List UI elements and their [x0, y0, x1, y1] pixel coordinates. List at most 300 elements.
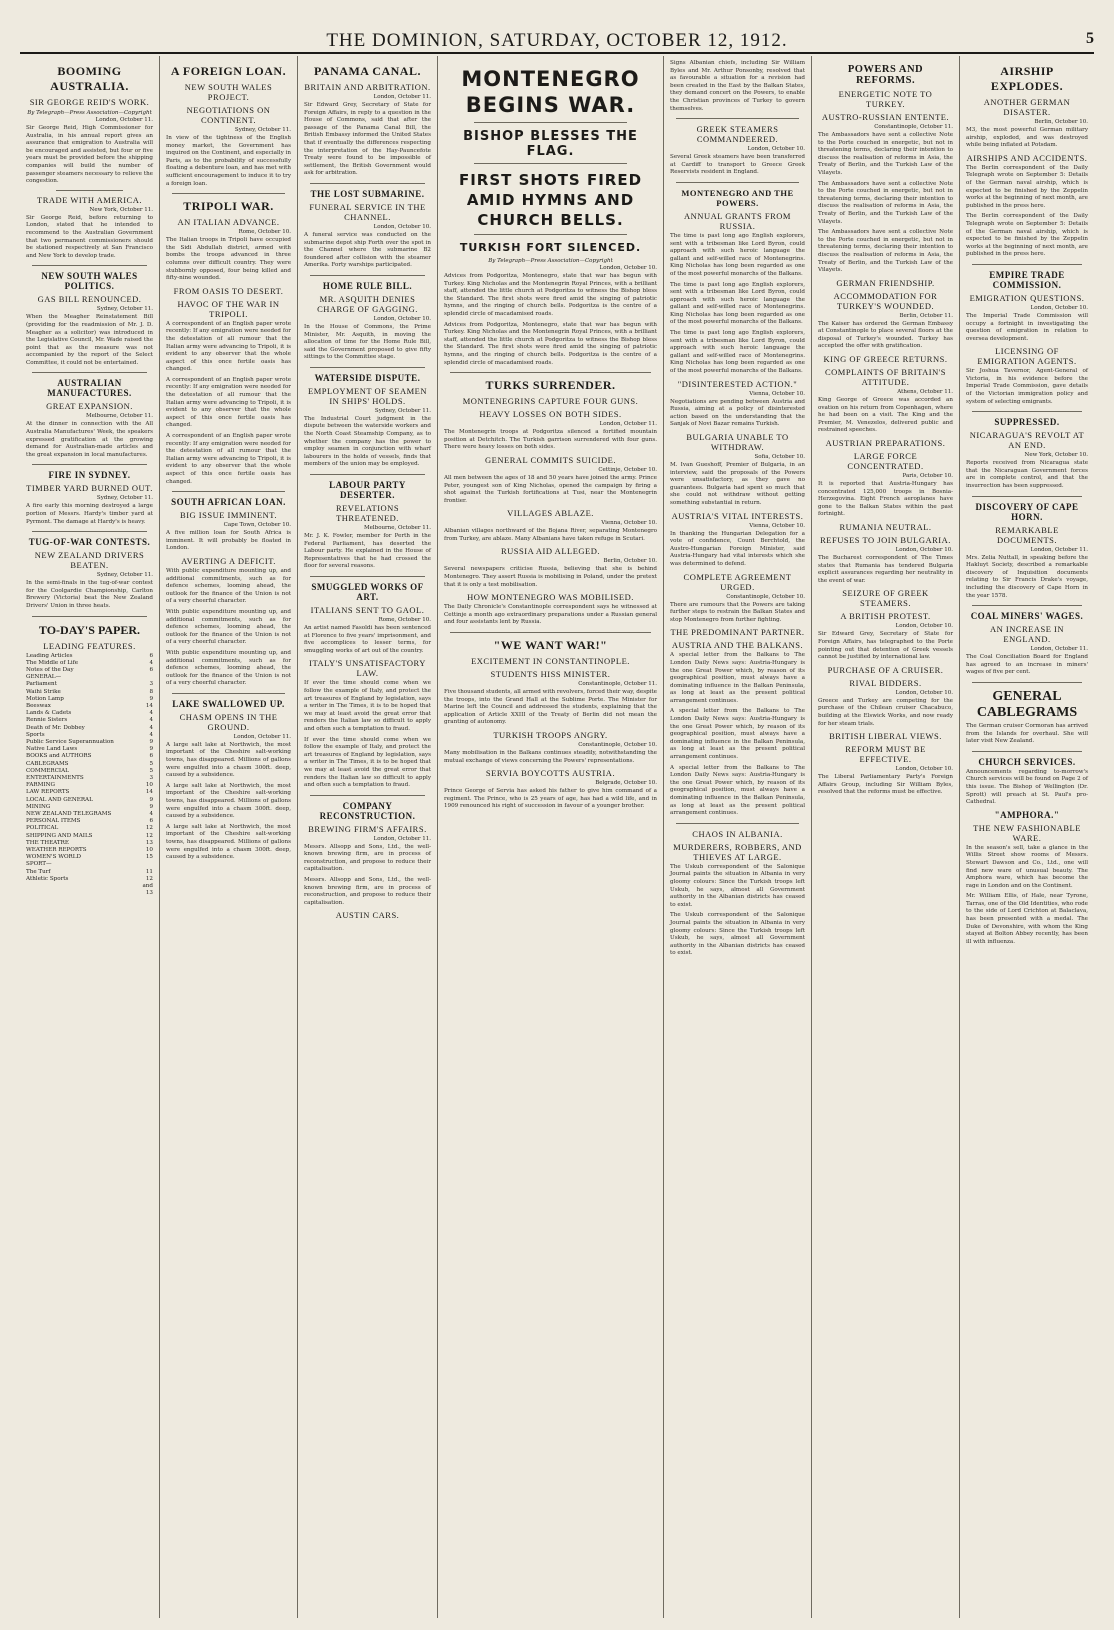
toc-page: 6: [149, 652, 153, 659]
subheadline: TURKISH TROOPS ANGRY.: [493, 730, 608, 740]
dateline: Paris, October 10.: [902, 473, 953, 480]
subheadline: BRITAIN AND ARBITRATION.: [304, 82, 431, 92]
subheadline: RUMANIA NEUTRAL.: [839, 522, 932, 532]
toc-row: [26, 653, 153, 660]
dateline: London, October 10.: [895, 766, 953, 773]
subheadline: AUSTIN CARS.: [335, 910, 400, 921]
article-body: Mr. J. K. Fowler, member for Perth in the Federal Parliament, has deserted the Labour party. He explained in the House of Representatives that he had crossed the floor for several reasons.: [304, 533, 431, 570]
toc-page: 5: [149, 767, 153, 774]
subheadline: ACCOMMODATION FOR TURKEY'S WOUNDED.: [833, 290, 938, 311]
divider: [32, 265, 147, 266]
article-body: Reports received from Nicaragua state that the Nicaraguan Government forces are in complete control, and that the insurrection has been suppressed.: [966, 460, 1088, 490]
article-body: With public expenditure mounting up, and additional commitments, such as for defence schemes, looming ahead, the outlook for the finance of the Union is not of a very cheerful character.: [166, 649, 291, 687]
dateline: Sofia, October 10.: [754, 454, 805, 460]
headline: SUPPRESSED.: [994, 417, 1060, 428]
toc-label: SHIPPING AND MAILS: [26, 832, 93, 839]
divider: [676, 182, 799, 183]
dateline: London, October 10.: [373, 223, 431, 230]
headline: TRADE WITH AMERICA.: [37, 194, 142, 205]
toc-row: [26, 840, 153, 847]
article-body: At the dinner in connection with the All Australia Manufactures' Week, the speakers expressed gratification at the growing demand for Australian-made articles and the great expansion in local manufactures.: [26, 421, 153, 458]
dateline: Belgrade, October 10.: [595, 780, 657, 787]
dateline: London, October 11.: [1030, 646, 1088, 653]
article-body: The Liberal Parliamentary Party's Foreign Affairs Group, including Sir William Byles, resolved that the reforms must be effective.: [818, 774, 953, 796]
toc-page: 5: [149, 760, 153, 767]
subheadline: FROM OASIS TO DESERT.: [173, 285, 284, 296]
toc-page: 6: [149, 753, 153, 760]
toc-page: 10: [145, 847, 153, 854]
dateline: London, October 11.: [599, 421, 657, 428]
dateline: London, October 10.: [373, 315, 431, 322]
dateline: Melbourne, October 11.: [364, 525, 431, 532]
toc-page: 15: [145, 854, 153, 861]
column-7: [960, 56, 1094, 1618]
subheadline: MURDERERS, ROBBERS, AND THIEVES AT LARGE.: [673, 841, 802, 862]
toc-page: 4: [149, 811, 153, 818]
article-body: The Montenegrin troops at Podgoritza silenced a fortified mountain position at Detchitch. The Turkish garrison surrendered with four guns. There were heavy losses on both sides.: [444, 429, 657, 451]
headline: AIRSHIP EXPLODES.: [990, 64, 1064, 93]
toc-row: [26, 782, 153, 789]
toc-row: [26, 739, 153, 746]
divider: [172, 693, 285, 694]
article-body: Signs Albanian chiefs, including Sir William Byles and Mr. Arthur Ponsonby, resolved that as favourable a situation for a revision had been created in the East by the Balkan States, they demand concert on the Powers, to enable the Christian provinces of Turkey to govern themselves.: [670, 60, 805, 112]
toc-label: SPORT—: [26, 861, 52, 868]
divider: [32, 372, 147, 373]
headline: CHURCH SERVICES.: [978, 756, 1076, 767]
article-body: In the House of Commons, the Prime Minister, Mr. Asquith, in moving the allocation of time for the Home Rule Bill, said the Government proposed to give fifty sittings to the Committee stage.: [304, 323, 431, 361]
headline: GREEK STEAMERS COMMANDEERED.: [696, 124, 779, 145]
subheadline: GENERAL COMMITS SUICIDE.: [485, 454, 616, 465]
article-body: M3, the most powerful German military airship, exploded, and was destroyed while being inflated at Potsdam.: [966, 127, 1088, 149]
dateline: Athens, October 11.: [897, 389, 953, 396]
article-body: There are rumours that the Powers are taking further steps to restrain the Balkan States and stop Montenegro from further fighting.: [670, 601, 805, 623]
toc-label: Motion Lamp: [26, 695, 64, 702]
subheadline: ITALY'S UNSATISFACTORY LAW.: [309, 658, 426, 679]
dateline: London, October 11.: [95, 117, 153, 123]
subheadline: EMPLOYMENT OF SEAMEN IN SHIPS' HOLDS.: [308, 385, 427, 406]
column-4: [438, 56, 664, 1618]
toc-label: WEATHER REPORTS: [26, 847, 87, 854]
article-body: Sir Edward Grey, Secretary of State for Foreign Affairs, has telegraphed to the Porte pointing out that detention of Greek vessels cannot be justified by international law.: [818, 631, 953, 661]
toc-page: 9: [149, 746, 153, 753]
divider: [972, 605, 1082, 606]
dateline: Sydney, October 11.: [234, 127, 291, 133]
article-body: A correspondent of an English paper wrote recently: If any emigration were needed for the detestation of all rumour that the Italian army were advancing to Tripoli, it is evident to any observer that the whole aspect of this once fertile oasis has changed.: [166, 320, 291, 373]
toc-label: Native Land Laws: [26, 746, 78, 753]
article-body: A five million loan for South Africa is imminent. It will probably be floated in London.: [166, 530, 291, 552]
toc-row: [26, 725, 153, 732]
dateline: New York, October 11.: [89, 206, 153, 213]
article-body: A large salt lake at Northwich, the most important of the Cheshire salt-working towns, has disappeared. Millions of gallons were engulfed into a chasm 300ft. deep, caused by a subsidence.: [166, 782, 291, 820]
subheadline: AUSTRIA AND THE BALKANS.: [671, 640, 804, 651]
headline: "WE WANT WAR!": [493, 638, 608, 653]
subheadline: COMPLETE AGREEMENT URGED.: [683, 571, 792, 592]
subheadline: MR. ASQUITH DENIES CHARGE OF GAGGING.: [317, 293, 418, 314]
divider: [310, 367, 425, 368]
article-body: Several Greek steamers have been transferred at Cardiff to transport to Greece Greek Reservists resident in England.: [670, 154, 805, 176]
toc-row: [26, 674, 153, 681]
headline: PANAMA CANAL.: [314, 64, 421, 78]
masthead: [20, 22, 1094, 54]
dateline: Sydney, October 11.: [96, 572, 153, 579]
article-body: M. Ivan Gueshoff, Premier of Bulgaria, in an interview, said the proposals of the Powers were unsatisfactory, as they gave no guarantees. Bulgaria had spent so much that she could not withdraw without getting something substantial in return.: [670, 462, 805, 506]
subheadline: LICENSING OF EMIGRATION AGENTS.: [977, 346, 1077, 367]
deck-headline: TURKISH FORT SILENCED.: [459, 241, 642, 254]
subheadline: SERVIA BOYCOTTS AUSTRIA.: [485, 768, 616, 779]
divider: [310, 183, 425, 184]
toc-row: [26, 746, 153, 753]
subheadline: VILLAGES ABLAZE.: [507, 508, 594, 519]
article-body: The Uskub correspondent of the Salonique Journal paints the situation in Albania in very gloomy colours: Since the Turkish troops left Uskub, he says, almost all Government authority in the Albanian districts has ceased to exist.: [670, 863, 805, 908]
article-body: King George of Greece was accorded an ovation on his return from Copenhagen, where he had been on a visit. The King and the Premier, M. Venezelos, delivered public and restrained speeches.: [818, 397, 953, 434]
article-body: Several newspapers criticise Russia, believing that she is behind Montenegro. They assert Russia is mobilising in Poland, under the pretext that it is only a test mobilisation.: [444, 566, 657, 588]
toc-label: Parliament: [26, 681, 57, 688]
article-body: The Uskub correspondent of the Salonique Journal paints the situation in Albania in very gloomy colours: Since the Turkish troops left Uskub, he says, almost all Government authority in the Albanian districts has ceased to exist.: [670, 912, 805, 957]
divider: [676, 823, 799, 824]
toc-row: [26, 869, 153, 876]
dateline: London, October 10.: [895, 623, 953, 630]
dateline: London, October 11.: [373, 94, 431, 100]
subheadline: ENERGETIC NOTE TO TURKEY.: [838, 89, 933, 109]
subheadline: REVELATIONS THREATENED.: [335, 503, 400, 524]
article-body: Advices from Podgoritza, Montenegro, state that war has begun with Turkey. King Nicholas and the Montenegrin Royal Princes, with a brilliant staff, attended the little church at Podgoritza to witness the Bishop bless the Standard. The first shots were fired amid the singing of patriotic hymns, and the ringing of church bells. Podgoritza is the centre of a splendid circle of macadamised roads.: [444, 321, 657, 366]
article-body: With public expenditure mounting up, and additional commitments, such as for defence schemes, looming ahead, the outlook for the finance of the Union is not of a very cheerful character.: [166, 567, 291, 605]
headline: AUSTRALIAN MANUFACTURES.: [47, 378, 132, 399]
toc-page: 4: [149, 717, 153, 724]
toc-label: Rennie Sisters: [26, 717, 68, 724]
article-body: A large salt lake at Northwich, the most important of the Cheshire salt-working towns, has disappeared. Millions of gallons were engulfed into a chasm 300ft. deep, caused by a subsidence.: [166, 823, 291, 861]
toc-page: 12: [145, 832, 153, 839]
headline: A FOREIGN LOAN.: [170, 64, 287, 78]
dateline: Constantinople, October 10.: [578, 742, 657, 748]
toc-list: [26, 653, 153, 898]
headline: "AMPHORA.": [994, 809, 1060, 820]
toc-page: 9: [149, 803, 153, 810]
article-body: A special letter from the Balkans to The London Daily News says: Austria-Hungary is the one Great Power which, by reason of its geographical position, must always have a dominating influence in the Balkan Peninsula, as long at least as the present political arrangement continues.: [670, 708, 805, 761]
article-body: The Kaiser has ordered the German Embassy at Constantinople to place several floors at the disposal of Turkey's wounded. Turkey has accepted the offer with gratification.: [818, 320, 953, 350]
headline: POWERS AND REFORMS.: [847, 64, 924, 86]
toc-page: 14: [145, 789, 153, 796]
article-body: It is reported that Austria-Hungary has concentrated 125,000 troops in Bosnia-Herzegovina. Eight French aeroplanes have gone to the Balkan States within the past fortnight.: [818, 481, 953, 518]
divider: [474, 122, 627, 123]
subheadline: CHASM OPENS IN THE GROUND.: [179, 711, 278, 732]
subheadline: NEW ZEALAND DRIVERS BEATEN.: [34, 550, 145, 571]
subheadline: HEAVY LOSSES ON BOTH SIDES.: [479, 409, 622, 420]
toc-label: THE THEATRE: [26, 839, 69, 846]
subheadline: THE PREDOMINANT PARTNER.: [670, 627, 805, 638]
toc-page: 12 and 13: [142, 875, 153, 897]
dateline: Sydney, October 11.: [96, 495, 153, 502]
headline: EMPIRE TRADE COMMISSION.: [989, 269, 1065, 290]
headline: DISCOVERY OF CAPE HORN.: [975, 501, 1079, 522]
toc-subtitle: LEADING FEATURES.: [43, 640, 136, 651]
divider: [172, 491, 285, 492]
dateline: Sydney, October 11.: [374, 407, 431, 414]
toc-row: [26, 768, 153, 775]
toc-label: FARMING: [26, 782, 55, 789]
headline: THE LOST SUBMARINE.: [310, 188, 425, 199]
article-body: Mr. William Ellis, of Hale, near Tyrone, Tarras, one of the Old Identities, who rode to the side of Lord Crichton at Balaclava, has been presented with a medal. The Duke of Devonshire, with whom the King stayed at Bolton Abbey recently, has been ill with influenza.: [966, 893, 1088, 945]
toc-row: [26, 660, 153, 667]
divider: [450, 632, 651, 633]
divider: [310, 474, 425, 475]
article-body: In thanking the Hungarian Delegation for a vote of confidence, Count Berchtold, the Austro-Hungarian Foreign Minister, said Austria-Hungary had vital interests which she was determined to defend.: [670, 530, 805, 567]
subheadline: BREWING FIRM'S AFFAIRS.: [308, 823, 427, 834]
divider: [310, 275, 425, 276]
toc-page: 4: [149, 659, 153, 666]
toc-row: [26, 703, 153, 710]
article-body: A fire early this morning destroyed a large portion of Messrs. Hardy's timber yard at Pyrmont. The damage at Hardy's is heavy.: [26, 503, 153, 525]
toc-row: [26, 775, 153, 782]
toc-label: Sports: [26, 731, 45, 738]
subheadline: RIVAL BIDDERS.: [849, 677, 922, 688]
article-body: Messrs. Allsopp and Sons, Ltd., the well-known brewing firm, are in process of reconstruction, and propose to reduce their capitalisation.: [304, 877, 431, 906]
subheadline: RUSSIA AID ALLEGED.: [501, 546, 600, 557]
headline: GENERAL CABLEGRAMS: [976, 688, 1078, 720]
subheadline: HOW MONTENEGRO WAS MOBILISED.: [467, 592, 634, 603]
toc-page: 4: [149, 724, 153, 731]
toc-page: 6: [149, 667, 153, 673]
subheadline: SIR GEORGE REID'S WORK.: [29, 97, 150, 107]
divider: [32, 531, 147, 532]
toc-label: POLITICAL: [26, 825, 59, 832]
toc-row: [26, 854, 153, 861]
column-6: [812, 56, 960, 1618]
divider: [474, 234, 627, 235]
article-body: Sir Edward Grey, Secretary of State for Foreign Affairs, in reply to a question in the House of Commons, said that after the passage of the Panama Canal Bill, the British Embassy informed the United States that if eventually the differences respecting the interpretation of the Hay-Pauncefote Treaty were found to be impossible of settlement, the British Government would ask for arbitration.: [304, 102, 431, 177]
article-body: A large salt lake at Northwich, the most important of the Cheshire salt-working towns, has disappeared. Millions of gallons were engulfed into a chasm 300ft. deep, caused by a subsidence.: [166, 741, 291, 779]
toc-label: Athletic Sports: [26, 875, 69, 882]
article-body: The time is past long ago English explorers, sent with a tribesman like Lord Byron, could approach with such heroic language the gallant and self-willed race of Montenegrins. King Nicholas has long been regarded as one of the most powerful monarchs of the Balkans.: [670, 330, 805, 375]
toc-label: WOMEN'S WORLD: [26, 854, 81, 861]
dateline: Vienna, October 10.: [749, 390, 805, 397]
article-body: Sir George Reid, before returning to London, stated that he intended to recommend to the Australian Government that two permanent commissioners should be stationed respectively at San Francisco and New York to develop trade.: [26, 214, 153, 259]
dateline: Constantinople, October 11.: [578, 681, 657, 688]
divider: [972, 751, 1082, 752]
toc-row: [26, 710, 153, 717]
toc-title: TO-DAY'S PAPER.: [38, 622, 141, 637]
article-body: A correspondent of an English paper wrote recently: If any emigration were needed for the detestation of all rumour that the Italian army were advancing to Tripoli, it is evident to any observer that the whole aspect of this once fertile oasis has changed.: [166, 376, 291, 429]
subheadline: THE NEW FASHIONABLE WARE.: [973, 822, 1081, 843]
article-body: The Ambassadors have sent a collective Note to the Porte couched in energetic, but not in threatening terms, declaring their intention to discuss the realisation of reforms in Asia, the Treaty of Berlin, and the Turkish Law of the Vilayets.: [818, 180, 953, 225]
toc-row: [26, 681, 153, 688]
toc-row: [26, 825, 153, 832]
subheadline: BULGARIA UNABLE TO WITHDRAW.: [686, 432, 789, 452]
article-body: An artist named Fasoldi has been sentenced at Florence to five years' imprisonment, and five accomplices to lesser terms, for smuggling works of art out of the country.: [304, 625, 431, 654]
subheadline: REFORM MUST BE EFFECTIVE.: [845, 744, 926, 765]
divider: [972, 682, 1082, 683]
article-body: Five thousand students, all armed with revolvers, forced their way, despite the troops, into the Grand Hall at the Sublime Porte. The Minister for Marine left the Council and addressed the students, explaining that the application of Article XXIII of the Treaty of Berlin did not mean the granting of autonomy.: [444, 689, 657, 726]
article-body: With public expenditure mounting up, and additional commitments, such as for defence schemes, looming ahead, the outlook for the finance of the Union is not of a very cheerful character.: [166, 608, 291, 646]
toc-label: The Middle of Life: [26, 659, 79, 666]
headline: MONTENEGRO AND THE POWERS.: [681, 187, 794, 208]
dateline: Berlin, October 11.: [899, 312, 953, 319]
headline: LAKE SWALLOWED UP.: [172, 698, 285, 709]
toc-row: [26, 833, 153, 840]
subheadline: SEIZURE OF GREEK STEAMERS.: [842, 588, 929, 609]
dateline: London, October 10.: [895, 547, 953, 553]
article-body: Sir George Reid, High Commissioner for Australia, in his annual report gives an assurance that emigration to Australia will be encouraged and assisted, but four or five years must be provided before the shipping companies will build the number of passenger steamers necessary to relieve the congestion.: [26, 125, 153, 185]
headline: NEW SOUTH WALES POLITICS.: [41, 271, 138, 292]
toc-page: 10: [145, 782, 153, 789]
subheadline: BRITISH LIBERAL VIEWS.: [829, 731, 942, 742]
toc-row: [26, 717, 153, 724]
subheadline: AIRSHIPS AND ACCIDENTS.: [966, 152, 1088, 163]
article-body: The Ambassadors have sent a collective Note to the Porte couched in energetic, but not in threatening terms, declaring their intention to discuss the realisation of reforms in Asia, the Treaty of Berlin, and the Turkish Law of the Vilayets.: [818, 132, 953, 176]
toc-label: COMMERCIAL: [26, 767, 69, 774]
dateline: London, October 11.: [373, 835, 431, 842]
divider: [474, 163, 627, 164]
dateline: Cape Town, October 10.: [223, 522, 291, 529]
toc-label: BOOKS and AUTHORS: [26, 753, 92, 760]
toc-label: LOCAL AND GENERAL: [26, 796, 93, 803]
headline: TRIPOLI WAR.: [183, 199, 274, 214]
toc-label: CABLEGRAMS: [26, 760, 69, 767]
subheadline: NICARAGUA'S REVOLT AT AN END.: [969, 430, 1085, 451]
article-body: In the semi-finals in the tug-of-war contest for the Coolgardie Championship, Carlton Brewery (Victoria) beat the New Zealand Drivers' Union in three heats.: [26, 580, 153, 609]
dateline: London, October 11.: [233, 733, 291, 740]
dateline: London, October 10.: [1030, 304, 1088, 311]
article-body: The time is past long ago English explorers, sent with a tribesman like Lord Byron, could approach with such heroic language the gallant and self-willed race of Montenegrins. King Nicholas has long been regarded as one of the most powerful monarchs of the Balkans.: [670, 232, 805, 277]
dateline: New York, October 10.: [1024, 452, 1088, 459]
headline: COAL MINERS' WAGES.: [970, 611, 1084, 622]
article-body: If ever the time should come when we follow the example of Italy, and protect the art treasures of England by legislation, says a writer in The Times, it is to be hoped that we may at least avoid the great error that renders the Italian law so difficult to apply and often such a temptation to fraud.: [304, 680, 431, 732]
dateline: Rome, October 10.: [378, 617, 431, 623]
toc-row: [26, 861, 153, 868]
subheadline: AN INCREASE IN ENGLAND.: [989, 624, 1065, 645]
article-body: Advices from Podgoritza, Montenegro, state that war has begun with Turkey. King Nicholas and the Montenegrin Royal Princes, with a brilliant staff, attended the little church at Podgoritza to witness the Bishop bless the Standard. The first shots were fired amid the singing of patriotic hymns, and the ringing of church bells. Podgoritza is the centre of a splendid circle of macadamised roads.: [444, 273, 657, 317]
article-body: The Coal Conciliation Board for England has agreed to an increase in miners' wages of five per cent.: [966, 654, 1088, 676]
dateline: Vienna, October 10.: [749, 522, 805, 529]
subheadline: KING OF GREECE RETURNS.: [823, 354, 948, 365]
toc-page: 9: [149, 695, 153, 702]
subheadline: AN ITALIAN ADVANCE.: [177, 217, 280, 228]
toc-row: [26, 789, 153, 796]
headline: CHAOS IN ALBANIA.: [692, 828, 783, 839]
toc-row: [26, 696, 153, 703]
subheadline: STUDENTS HISS MINISTER.: [490, 669, 611, 680]
toc-page: 9: [149, 739, 153, 746]
toc-page: [139, 674, 153, 681]
divider: [972, 264, 1082, 265]
divider: [310, 576, 425, 577]
subheadline: PURCHASE OF A CRUISER.: [827, 664, 944, 675]
article-body: The Bucharest correspondent of The Times states that Rumania has tendered Bulgaria explicit assurances regarding her neutrality in the event of war.: [818, 555, 953, 584]
toc-label: GENERAL—: [26, 674, 62, 681]
divider: [56, 190, 123, 191]
headline: LABOUR PARTY DESERTER.: [329, 480, 406, 501]
toc-page: 8: [149, 688, 153, 695]
toc-row: [26, 732, 153, 739]
divider: [972, 411, 1082, 412]
subheadline: ANNUAL GRANTS FROM RUSSIA.: [684, 210, 791, 231]
toc-row: [26, 761, 153, 768]
article-body: Albanian villages northward of the Bojana River, separating Montenegro from Turkey, are ablaze. Many Albanians have taken refuge in Scutari.: [444, 528, 657, 542]
article-body: In the season's sell, take a glance in the Willis Street show rooms of Messrs. Stewart Dawson and Co., Ltd., one will find new ware of unusual beauty. The Amphora ware, which has become the rage in London and on the Continent.: [966, 844, 1088, 889]
byline: By Telegraph—Press Association—Copyright: [27, 110, 152, 116]
article-body: All men between the ages of 18 and 50 years have joined the army. Prince Peter, youngest son of King Nicholas, opened the campaign by firing a shot against the Turkish fortifications at Tusi, near the Montenegrin frontier.: [444, 474, 657, 504]
article-body: The Italian troops in Tripoli have occupied the Sidi Abdullah district, armed with bombs the troops advanced in three columns over difficult country. They were stubbornly opposed, four being killed and fifty-nine wounded.: [166, 237, 291, 282]
main-headline: MONTENEGRO BEGINS WAR.: [461, 67, 640, 117]
dateline: London, October 10.: [747, 146, 805, 153]
toc-page: 9: [149, 796, 153, 803]
headline: WATERSIDE DISPUTE.: [314, 372, 421, 383]
headline: SMUGGLED WORKS OF ART.: [311, 582, 424, 602]
subheadline: HAVOC OF THE WAR IN TRIPOLI.: [177, 298, 280, 319]
toc-page: [139, 861, 153, 868]
article-body: The Ambassadors have sent a collective Note to the Porte couched in energetic, but not in threatening terms, declaring their intention to discuss the realisation of reforms in Asia, the Treaty of Berlin, and the Turkish Law of the Vilayets.: [818, 229, 953, 274]
toc-label: MINING: [26, 803, 51, 810]
toc-label: ENTERTAINMENTS: [26, 775, 84, 782]
article-body: A funeral service was conducted on the submarine depot ship Forth over the spot in the Channel where the submarine B2 foundered after collision with the steamer Amerika. Forty warships participated.: [304, 231, 431, 269]
subheadline: EMIGRATION QUESTIONS.: [969, 292, 1085, 303]
subheadline: "DISINTERESTED ACTION.": [677, 378, 798, 389]
toc-row: [26, 847, 153, 854]
toc-label: Waihi Strike: [26, 688, 61, 695]
article-body: Many mobilisation in the Balkans continues steadily, notwithstanding the mutual exchange of views concerning the Powers' representations.: [444, 750, 657, 764]
toc-label: PERSONAL ITEMS: [26, 818, 81, 825]
toc-page: 14: [145, 703, 153, 710]
article-body: The Imperial Trade Commission will occupy a fortnight in investigating the question of emigration in relation to oversea development.: [966, 312, 1088, 342]
article-body: The Daily Chronicle's Constantinople correspondent says he witnessed at Cettinje a month ago extraordinary preparations under a Russian general and four assistants lent by Russia.: [444, 604, 657, 626]
article-body: In view of the tightness of the English money market, the Government has inquired on the Continent, and especially in Paris, as to the probability of successfully floating a debenture loan, and has met with sufficient encouragement to induce it to try a foreign loan.: [166, 135, 291, 187]
deck-headline: BISHOP BLESSES THE FLAG.: [463, 129, 638, 159]
dateline: London, October 10.: [895, 689, 953, 696]
article-body: The Berlin correspondent of the Daily Telegraph wrote on September 5: Details of the German naval airship, which is expected to be finished by the Zeppelin works at the beginning of next month, are published in the press here.: [966, 213, 1088, 258]
dateline: Rome, October 10.: [238, 229, 291, 236]
headline: BOOMING AUSTRALIA.: [50, 64, 129, 93]
toc-label: Beeswax: [26, 703, 51, 710]
article-body: The Berlin correspondent of the Daily Telegraph wrote on September 5: Details of the German naval airship, which is expected to be finished by the Zeppelin works at the beginning of next month, are published in the press here.: [966, 164, 1088, 209]
dateline: Berlin, October 10.: [1034, 119, 1088, 125]
subheadline: BIG ISSUE IMMINENT.: [180, 510, 277, 521]
dateline: London, October 10.: [599, 265, 657, 271]
toc-label: Lands & Cadets: [26, 710, 72, 717]
byline: By Telegraph—Press Association—Copyright: [488, 258, 613, 264]
toc-row: [26, 811, 153, 818]
subheadline: REFUSES TO JOIN BULGARIA.: [820, 535, 951, 545]
toc-label: Public Service Superannuation: [26, 739, 114, 746]
divider: [310, 795, 425, 796]
divider: [972, 496, 1082, 497]
subheadline: REMARKABLE DOCUMENTS.: [995, 524, 1059, 545]
article-body: Mrs. Zelia Nuttall, in speaking before the Hakluyt Society, described a remarkable discovery of Inquisition documents relating to Sir Francis Drake's voyage, including the discovery of Cape Horn in the year 1578.: [966, 554, 1088, 599]
subheadline: AUSTRIA'S VITAL INTERESTS.: [671, 510, 804, 521]
headline: TUG-OF-WAR CONTESTS.: [28, 537, 151, 548]
divider: [172, 193, 285, 194]
toc-page: 6: [149, 818, 153, 825]
toc-label: Notes of the Day: [26, 667, 74, 673]
toc-page: 4: [149, 710, 153, 717]
toc-row: [26, 667, 153, 674]
toc-row: [26, 753, 153, 760]
toc-row: [26, 804, 153, 811]
subheadline: GREAT EXPANSION.: [46, 401, 133, 412]
subheadline: LARGE FORCE CONCENTRATED.: [847, 451, 924, 472]
article-body: Announcements regarding to-morrow's Church services will be found on Page 2 of this issue. The Bishop of Wellington (Dr. Sprott) will preach at St. Paul's pro-Cathedral.: [966, 768, 1088, 806]
toc-row: [26, 797, 153, 804]
subheadline: EXCITEMENT IN CONSTANTINOPLE.: [471, 656, 630, 667]
article-body: A special letter from the Balkans to The London Daily News says: Austria-Hungary is the one Great Power which, by reason of its geographical position, must always have a dominating influence in the Balkan Peninsula, as long at least as the present political arrangement continues.: [670, 764, 805, 817]
headline: FIRE IN SYDNEY.: [48, 470, 131, 481]
toc-page: 3: [149, 775, 153, 782]
article-body: Negotiations are pending between Austria and Russia, aiming at a policy of disinterested action based on the understanding that the Sanjak of Novi Bazar remains Turkish.: [670, 398, 805, 428]
toc-page: 4: [149, 731, 153, 738]
article-body: Greece and Turkey are competing for the purchase of the Chilean cruiser Chacabuco, building at the Elswick Works, and now ready for her steam trials.: [818, 697, 953, 727]
dateline: Constantinople, October 10.: [726, 593, 805, 600]
dateline: London, October 11.: [1030, 546, 1088, 553]
article-body: If ever the time should come when we follow the example of Italy, and protect the art treasures of England by legislation, says a writer in The Times, it is to be hoped that we may at least avoid the great error that renders the Italian law so difficult to apply and often such a temptation to fraud.: [304, 736, 431, 789]
